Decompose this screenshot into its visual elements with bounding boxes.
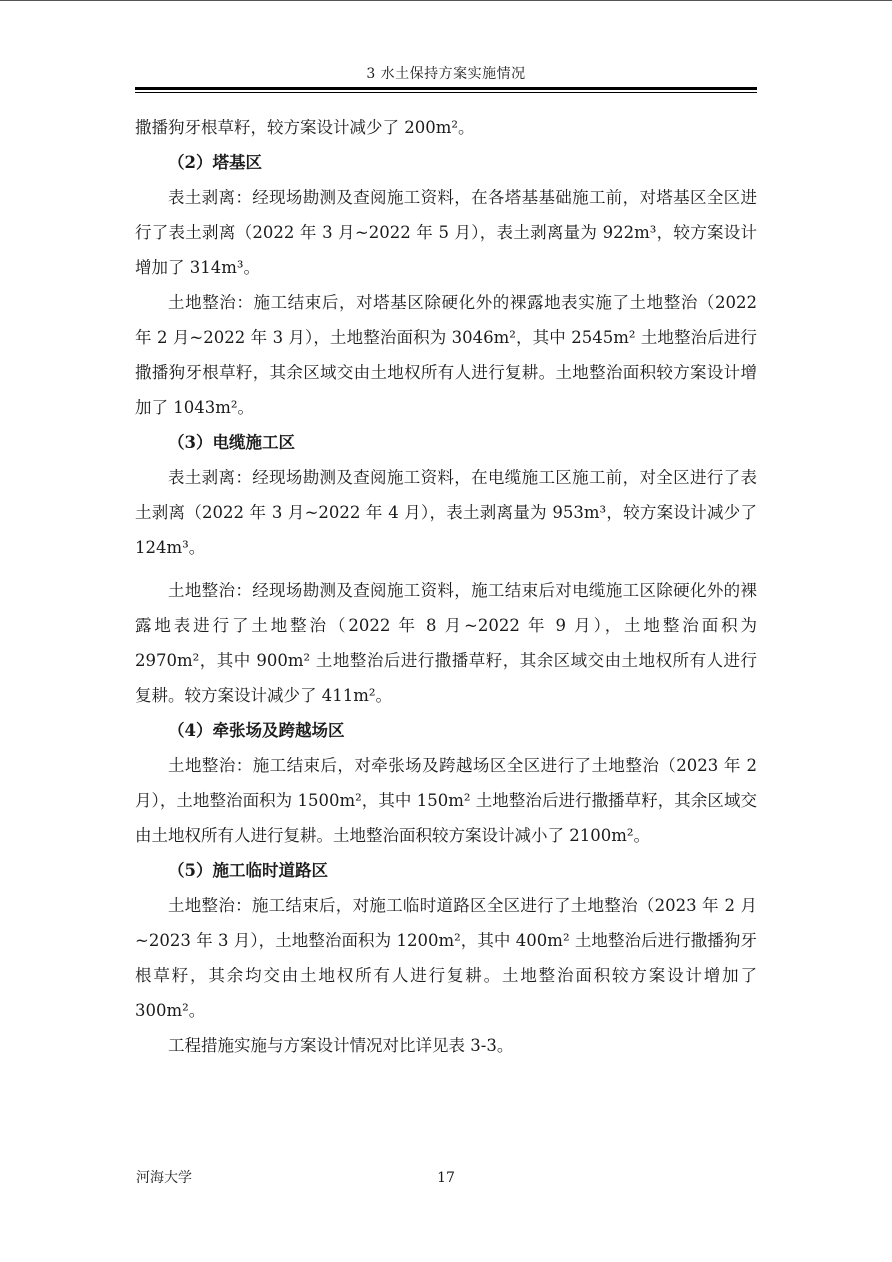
paragraph-cable-topsoil: 表土剥离：经现场勘测及查阅施工资料，在电缆施工区施工前，对全区进行了表土剥离（2022 年 3 月~2022 年 4 月），表土剥离量为 953m³，较方案设计减少了 124m³。: [135, 468, 757, 557]
paragraph-tower-topsoil: 表土剥离：经现场勘测及查阅施工资料，在各塔基基础施工前，对塔基区全区进行了表土剥离（2022 年 3 月~2022 年 5 月），表土剥离量为 922m³，较方案设计增加了 314m³。: [135, 188, 757, 277]
paragraph-cable-land-rehab: 土地整治：经现场勘测及查阅施工资料，施工结束后对电缆施工区除硬化外的裸露地表进行了土地整治（2022 年 8 月~2022 年 9 月），土地整治面积为 2970m²，其中 900m² 土地整治后进行撒播草籽，其余区域交由土地权所有人进行复耕。较方案设计减少了 411m²。: [135, 581, 757, 705]
footer-institution: 河海大学: [136, 1170, 192, 1186]
page-top-border: [0, 0, 892, 1]
running-header: 3 水土保持方案实施情况: [366, 66, 526, 82]
page-number: 17: [437, 1170, 455, 1186]
paragraph-tension-land-rehab: 土地整治：施工结束后，对牵张场及跨越场区全区进行了土地整治（2023 年 2 月），土地整治面积为 1500m²，其中 150m² 土地整治后进行撒播草籽，其余区域交由土地权所有人进行复耕。土地整治面积较方案设计减小了 2100m²。: [135, 756, 757, 845]
paragraph-continuation: 撒播狗牙根草籽，较方案设计减少了 200m²。: [135, 118, 475, 137]
subsection-heading-temp-road: （5）施工临时道路区: [168, 861, 328, 880]
paragraph-table-reference: 工程措施实施与方案设计情况对比详见表 3-3。: [168, 1036, 514, 1055]
paragraph-tower-land-rehab: 土地整治：施工结束后，对塔基区除硬化外的裸露地表实施了土地整治（2022 年 2 月~2022 年 3 月），土地整治面积为 3046m²，其中 2545m² 土地整治后进行撒播狗牙根草籽，其余区域交由土地权所有人进行复耕。土地整治面积较方案设计增加了 1043m²。: [135, 293, 757, 417]
subsection-heading-tension-crossing: （4）牵张场及跨越场区: [168, 721, 345, 740]
subsection-heading-cable-area: （3）电缆施工区: [168, 433, 295, 452]
subsection-heading-tower-base: （2）塔基区: [168, 153, 262, 172]
paragraph-road-land-rehab: 土地整治：施工结束后，对施工临时道路区全区进行了土地整治（2023 年 2 月~2023 年 3 月），土地整治面积为 1200m²，其中 400m² 土地整治后进行撒播狗牙根草籽，其余均交由土地权所有人进行复耕。土地整治面积较方案设计增加了 300m²。: [135, 896, 757, 1020]
page-body: [135, 110, 757, 1063]
header-rule-thick: [135, 87, 757, 90]
header-rule-thin: [135, 92, 757, 93]
